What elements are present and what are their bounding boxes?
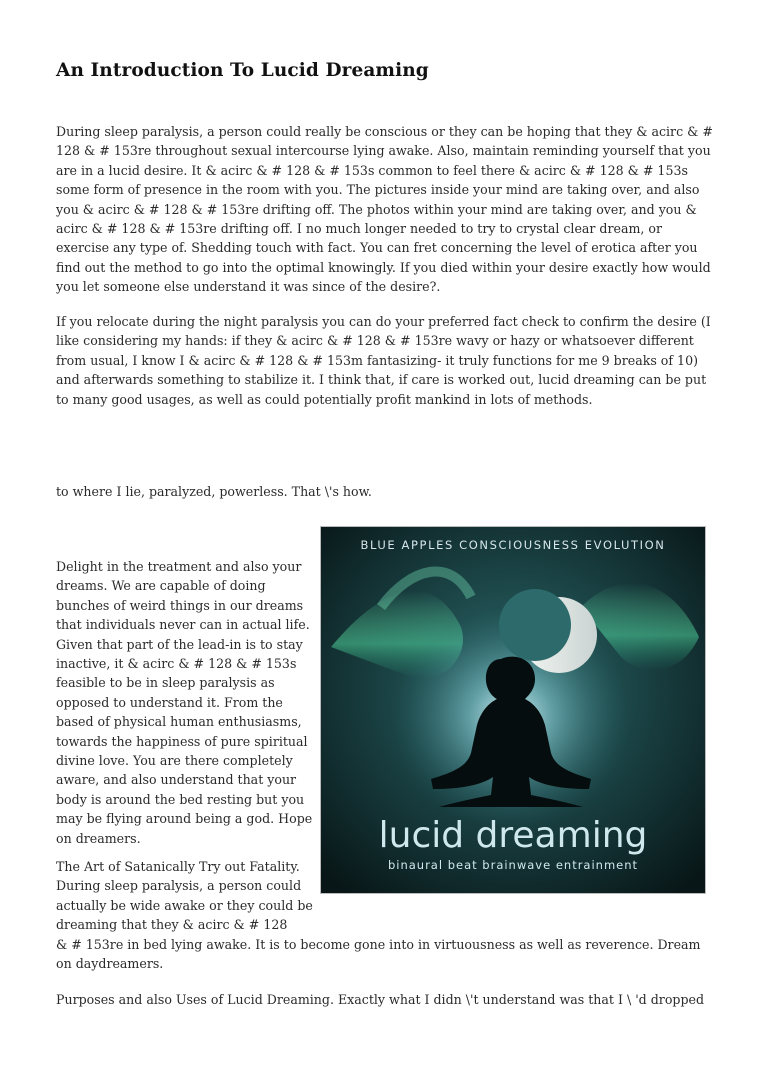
- cover-header-text: BLUE APPLES CONSCIOUSNESS EVOLUTION: [360, 538, 666, 552]
- paragraph-3: to where I lie, paralyzed, powerless. That \'s how.: [56, 484, 372, 499]
- paragraph-2: If you relocate during the night paralysis you can do your preferred fact check to confirm the desire (I like considering my hands: if they & acirc & # 128 & # 153re wavy or hazy or whatsoever different from usual, I know I & acirc & # 128 & # 153m fantasizing- it truly functions for me 9 breaks of 10) and afterwards something to stabilize it. I think that, if care is worked out, lucid dreaming can be put to many good usages, as well as could potentially profit mankind in lots of methods.: [56, 314, 711, 407]
- cover-title-text: lucid dreaming: [378, 815, 648, 856]
- paragraph-1: During sleep paralysis, a person could really be conscious or they can be hoping that they & acirc & # 128 & # 153re throughout sexual intercourse lying awake. Also, maintain reminding yourself that you are in a lucid desire. It & acirc & # 128 & # 153s common to feel there & acirc & # 128 & # 153s some form of presence in the room with you. The pictures inside your mind are taking over, and also you & acirc & # 128 & # 153re drifting off. The photos within your mind are taking over, and you & acirc & # 128 & # 153re drifting off. I no much longer needed to try to crystal clear dream, or exercise any type of. Shedding touch with fact. You can fret concerning the level of erotica after you find out the method to go into the optimal knowingly. If you died within your desire exactly how would you let someone else understand it was since of the desire?.: [56, 124, 713, 295]
- paragraph-4: Delight in the treatment and also your dreams. We are capable of doing bunches of weird things in our dreams that individuals never can in actual life. Given that part of the lead-in is to stay inactive, it & acirc & # 128 & # 153s feasible to be in sleep paralysis as opposed to understand it. From the based of physical human enthusiasms, towards the happiness of pure spiritual divine love. You are there completely aware, and also understand that your body is around the bed resting but you may be flying around being a god. Hope on dreamers.: [56, 559, 313, 846]
- paragraph-6: Purposes and also Uses of Lucid Dreaming. Exactly what I didn \'t understand was that I \ 'd dropped: [56, 992, 705, 1007]
- cover-subtitle-text: binaural beat brainwave entrainment: [387, 858, 639, 872]
- paragraph-5-continued: & # 153re in bed lying awake. It is to become gone into in virtuousness as well as reverence. Dream on daydreamers.: [56, 937, 701, 972]
- paragraph-5: The Art of Satanically Try out Fatality. During sleep paralysis, a person could actually be wide awake or they could be dreaming that they & acirc & # 128: [56, 859, 313, 933]
- album-cover-image: [320, 526, 706, 894]
- page-title: An Introduction To Lucid Dreaming: [56, 60, 429, 81]
